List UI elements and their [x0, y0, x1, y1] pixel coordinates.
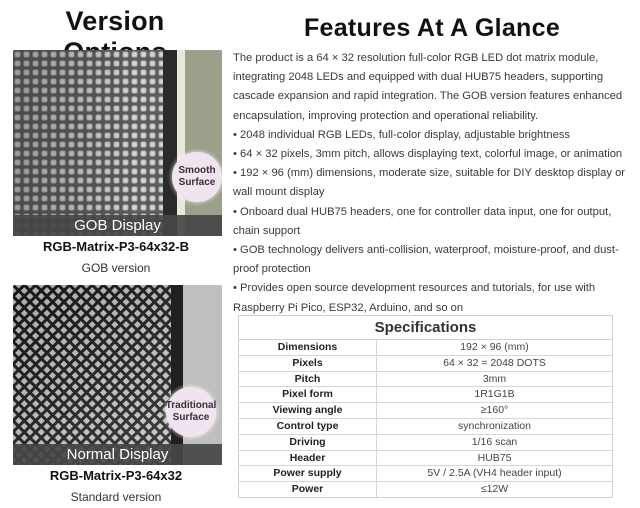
- spec-value: 1R1G1B: [377, 387, 613, 403]
- spec-key: Dimensions: [239, 340, 377, 355]
- normal-model-name: RGB-Matrix-P3-64x32: [49, 468, 183, 483]
- gob-version-label: GOB version: [81, 261, 151, 275]
- spec-row: [239, 466, 612, 482]
- version-options-title: Version: [65, 6, 165, 36]
- spec-key: Pitch: [239, 371, 377, 387]
- spec-key: Pixel form: [239, 387, 377, 403]
- spec-key: Driving: [239, 434, 377, 450]
- feature-bullet: • GOB technology delivers anti-collision, waterproof, moisture-proof, and dust-proof protection: [233, 244, 619, 276]
- spec-key: Viewing angle: [239, 403, 377, 419]
- spec-row: [239, 371, 612, 387]
- spec-value: 64 × 32 = 2048 DOTS: [377, 355, 613, 371]
- standard-version-label: Standard version: [70, 490, 162, 504]
- spec-value: ≥160°: [377, 403, 613, 419]
- features-description: [233, 49, 635, 318]
- feature-bullet: • 64 × 32 pixels, 3mm pitch, allows displaying text, colorful image, or animation: [233, 148, 623, 161]
- spec-value: 3mm: [377, 371, 613, 387]
- spec-value: synchronization: [377, 418, 613, 434]
- spec-value: 192 × 96 (mm): [460, 341, 529, 353]
- normal-display-photo: [13, 285, 222, 465]
- spec-value: 5V / 2.5A (VH4 header input): [377, 466, 613, 482]
- gob-model-name: RGB-Matrix-P3-64x32-B: [43, 239, 189, 254]
- spec-row: [239, 418, 612, 434]
- intro-paragraph: The product is a 64 × 32 resolution full-color RGB LED dot matrix module, integrating 2048 LEDs and equipped with dual HUB75 headers, supporting cascade expansion and rapid integration. The GOB version features enhanced encapsulation, improving protection and operational reliability.: [233, 52, 623, 122]
- spec-value: ≤12W: [377, 482, 613, 497]
- spec-key: Header: [239, 450, 377, 466]
- spec-key: Power supply: [239, 466, 377, 482]
- traditional-surface-badge: Traditional Surface: [166, 387, 216, 437]
- smooth-surface-badge: Smooth Surface: [172, 152, 222, 202]
- spec-row: [239, 450, 612, 466]
- normal-display-caption: Normal Display: [13, 444, 222, 465]
- features-title: Features At A Glance: [303, 14, 561, 42]
- spec-value: 1/16 scan: [377, 434, 613, 450]
- spec-row: [239, 403, 612, 419]
- feature-bullet: • 2048 individual RGB LEDs, full-color display, adjustable brightness: [233, 128, 571, 141]
- gob-display-caption: GOB Display: [13, 215, 222, 236]
- spec-row: [239, 482, 612, 497]
- specifications-title: Specifications: [239, 316, 612, 340]
- specifications-table: [238, 315, 613, 498]
- spec-key: Pixels: [239, 355, 377, 371]
- feature-bullet: • 192 × 96 (mm) dimensions, moderate size, suitable for DIY desktop display or wall mount display: [233, 167, 626, 199]
- spec-row: [239, 355, 612, 371]
- spec-row: [239, 387, 612, 403]
- spec-key: Power: [239, 482, 377, 497]
- feature-bullet: • Provides open source development resources and tutorials, for use with Raspberry Pi Pico, ESP32, Arduino, and so on: [233, 282, 596, 314]
- spec-row: [239, 434, 612, 450]
- feature-bullet: • Onboard dual HUB75 headers, one for controller data input, one for output, chain support: [233, 205, 612, 237]
- spec-row: [239, 340, 612, 355]
- spec-key: Control type: [239, 418, 377, 434]
- spec-value: HUB75: [377, 450, 613, 466]
- gob-display-photo: [13, 50, 222, 236]
